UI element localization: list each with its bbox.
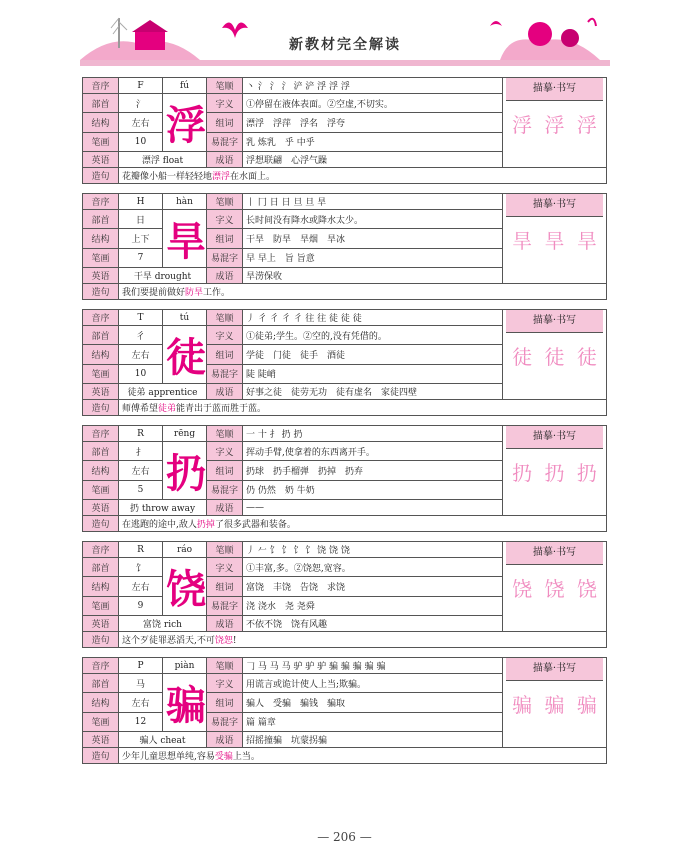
label-idiom: 成语 [207,268,243,284]
main-character: 浮 [163,94,207,152]
label-order: 音序 [83,78,119,94]
tracing-char: 浮 [576,113,597,137]
tracing-char: 旱 [576,229,597,253]
sentence-text: 了很多武器和装备。 [214,520,296,530]
english: 徒弟 apprentice [119,384,207,400]
label-sentence: 造句 [83,400,119,416]
meaning: 用谎言或诡计使人上当;欺骗。 [243,674,503,693]
sentence-text: 工作。 [203,288,231,298]
label-english: 英语 [83,616,119,632]
sentence-text: 我们要提前做好 [122,288,186,298]
practice-area [503,658,607,748]
sentence-text: ! [232,636,237,646]
practice-area [503,78,607,168]
sentence-highlight: 徒弟 [158,404,177,414]
example-sentence [119,516,607,532]
label-meaning: 字义 [207,94,243,113]
label-idiom: 成语 [207,500,243,516]
word-group: 扔球 扔手榴弹 扔掉 扔弃 [243,461,503,480]
stroke-count: 5 [119,480,163,499]
tracing-char: 饶 [576,577,597,601]
label-words: 组词 [207,461,243,480]
structure: 左右 [119,113,163,132]
tracing-char: 扔 [512,461,533,485]
label-structure: 结构 [83,577,119,596]
english: 扔 throw away [119,500,207,516]
stroke-count: 9 [119,596,163,615]
stroke-sequence: 𠃌 马 马 马 驴 驴 驴 骗 骗 骗 骗 骗 [243,658,503,674]
stroke-sequence: 丶 氵 氵 氵 浐 浐 浮 浮 浮 [243,78,503,94]
radical: 扌 [119,442,163,461]
tracing-chars [506,217,603,254]
confusable-chars: 早 早上 旨 旨意 [243,248,503,267]
tracing-char: 扔 [544,461,565,485]
label-english: 英语 [83,152,119,168]
label-meaning: 字义 [207,326,243,345]
sentence-highlight: 扔掉 [196,520,215,530]
label-sentence: 造句 [83,284,119,300]
label-strokes: 笔画 [83,364,119,383]
label-sentence: 造句 [83,632,119,648]
label-stroke_seq: 笔顺 [207,426,243,442]
label-stroke_seq: 笔顺 [207,658,243,674]
label-idiom: 成语 [207,384,243,400]
radical: 饣 [119,558,163,577]
confusable-chars: 仍 仍然 奶 牛奶 [243,480,503,499]
tracing-char: 浮 [544,113,565,137]
sentence-text: 上当。 [232,752,260,762]
idioms: 好事之徒 徒劳无功 徒有虚名 家徒四壁 [243,384,503,400]
label-radical: 部首 [83,442,119,461]
label-confusable: 易混字 [207,364,243,383]
tracing-chars [506,333,603,370]
label-stroke_seq: 笔顺 [207,78,243,94]
tracing-chars [506,449,603,486]
sentence-text: 这个歹徒罪恶滔天,不可 [122,636,215,646]
label-strokes: 笔画 [83,596,119,615]
example-sentence [119,632,607,648]
main-character: 扔 [163,442,207,500]
label-radical: 部首 [83,674,119,693]
label-structure: 结构 [83,693,119,712]
stroke-sequence: 丿 彳 彳 彳 彳 往 往 徒 徒 徒 [243,310,503,326]
radical: 彳 [119,326,163,345]
letter-order: T [119,310,163,326]
idioms: 不依不饶 饶有风趣 [243,616,503,632]
label-words: 组词 [207,345,243,364]
practice-area [503,310,607,400]
radical: 氵 [119,94,163,113]
pinyin: tú [163,310,207,326]
label-strokes: 笔画 [83,480,119,499]
structure: 左右 [119,345,163,364]
stroke-sequence: 一 十 扌 扔 扔 [243,426,503,442]
label-idiom: 成语 [207,732,243,748]
letter-order: P [119,658,163,674]
label-order: 音序 [83,658,119,674]
tracing-char: 徒 [544,345,565,369]
label-english: 英语 [83,732,119,748]
page-header [80,14,610,66]
example-sentence [119,168,607,184]
label-confusable: 易混字 [207,596,243,615]
pinyin: ráo [163,542,207,558]
label-stroke_seq: 笔顺 [207,194,243,210]
label-sentence: 造句 [83,516,119,532]
structure: 左右 [119,577,163,596]
idioms: 招摇撞骗 坑蒙拐骗 [243,732,503,748]
idioms: —— [243,500,503,516]
book-title: 新教材完全解读 [289,37,401,53]
sentence-text: 少年儿童思想单纯,容易 [122,752,215,762]
sentence-text: 能青出于蓝而胜于蓝。 [176,404,267,414]
sentence-text: 师傅希望 [122,404,159,414]
tracing-char: 徒 [576,345,597,369]
pinyin: hàn [163,194,207,210]
tracing-char: 旱 [544,229,565,253]
label-order: 音序 [83,310,119,326]
word-group: 漂浮 浮萍 浮名 浮夸 [243,113,503,132]
main-character: 旱 [163,210,207,268]
sentence-highlight: 漂浮 [212,172,231,182]
label-structure: 结构 [83,229,119,248]
sentence-highlight: 饶恕 [214,636,233,646]
english: 富饶 rich [119,616,207,632]
label-sentence: 造句 [83,168,119,184]
meaning: 挥动手臂,使拿着的东西离开手。 [243,442,503,461]
tracing-char: 扔 [576,461,597,485]
sentence-highlight: 受骗 [214,752,233,762]
practice-header: 描摹·书写 [506,426,603,449]
label-structure: 结构 [83,345,119,364]
label-confusable: 易混字 [207,248,243,267]
label-english: 英语 [83,268,119,284]
tracing-char: 浮 [512,113,533,137]
label-strokes: 笔画 [83,248,119,267]
practice-area [503,426,607,516]
tracing-char: 骗 [512,693,533,717]
practice-header: 描摹·书写 [506,310,603,333]
label-english: 英语 [83,384,119,400]
stroke-sequence: 丨 冂 日 日 旦 旦 旱 [243,194,503,210]
practice-header: 描摹·书写 [506,542,603,565]
label-stroke_seq: 笔顺 [207,542,243,558]
label-strokes: 笔画 [83,712,119,731]
meaning: ①停留在液体表面。②空虚,不切实。 [243,94,503,113]
meaning: ①丰富,多。②饶恕,宽容。 [243,558,503,577]
practice-area [503,194,607,284]
stroke-sequence: 丿 𠂉 饣 饣 饣 饣 饶 饶 饶 [243,542,503,558]
character-card [82,309,606,416]
label-words: 组词 [207,693,243,712]
sentence-text: 在水面上。 [230,172,276,182]
label-idiom: 成语 [207,616,243,632]
confusable-chars: 乳 炼乳 乎 中乎 [243,132,503,151]
stroke-count: 12 [119,712,163,731]
page-number: — 206 — [317,830,372,844]
label-structure: 结构 [83,113,119,132]
sentence-text: 花瓣像小船一样轻轻地 [122,172,213,182]
letter-order: R [119,542,163,558]
tracing-chars [506,681,603,718]
letter-order: H [119,194,163,210]
english: 漂浮 float [119,152,207,168]
word-group: 富饶 丰饶 告饶 求饶 [243,577,503,596]
idioms: 浮想联翩 心浮气躁 [243,152,503,168]
stroke-count: 10 [119,132,163,151]
english: 干旱 drought [119,268,207,284]
label-english: 英语 [83,500,119,516]
example-sentence [119,284,607,300]
header-bar [80,60,610,66]
stroke-count: 10 [119,364,163,383]
practice-header: 描摹·书写 [506,78,603,101]
label-meaning: 字义 [207,210,243,229]
word-group: 干旱 防旱 旱烟 旱冰 [243,229,503,248]
main-character: 骗 [163,674,207,732]
stroke-count: 7 [119,248,163,267]
tracing-char: 骗 [576,693,597,717]
confusable-chars: 陡 陡峭 [243,364,503,383]
label-radical: 部首 [83,326,119,345]
sentence-highlight: 防旱 [185,288,204,298]
word-group: 学徒 门徒 徒手 酒徒 [243,345,503,364]
label-sentence: 造句 [83,748,119,764]
radical: 马 [119,674,163,693]
letter-order: R [119,426,163,442]
structure: 左右 [119,693,163,712]
confusable-chars: 浇 浇水 尧 尧舜 [243,596,503,615]
label-order: 音序 [83,542,119,558]
label-confusable: 易混字 [207,712,243,731]
character-card [82,425,606,532]
meaning: 长时间没有降水或降水太少。 [243,210,503,229]
main-character: 徒 [163,326,207,384]
label-strokes: 笔画 [83,132,119,151]
sentence-text: 在逃跑的途中,敌人 [122,520,197,530]
example-sentence [119,748,607,764]
label-order: 音序 [83,194,119,210]
label-words: 组词 [207,577,243,596]
label-radical: 部首 [83,210,119,229]
tracing-char: 旱 [512,229,533,253]
word-group: 骗人 受骗 骗钱 骗取 [243,693,503,712]
tracing-char: 骗 [544,693,565,717]
label-meaning: 字义 [207,442,243,461]
tracing-chars [506,565,603,602]
label-words: 组词 [207,113,243,132]
pinyin: fú [163,78,207,94]
label-radical: 部首 [83,94,119,113]
label-confusable: 易混字 [207,132,243,151]
practice-header: 描摹·书写 [506,194,603,217]
label-meaning: 字义 [207,674,243,693]
english: 骗人 cheat [119,732,207,748]
confusable-chars: 篇 篇章 [243,712,503,731]
character-card [82,77,606,184]
label-order: 音序 [83,426,119,442]
practice-area [503,542,607,632]
letter-order: F [119,78,163,94]
tracing-char: 徒 [512,345,533,369]
pinyin: piàn [163,658,207,674]
example-sentence [119,400,607,416]
structure: 上下 [119,229,163,248]
pinyin: rēng [163,426,207,442]
radical: 日 [119,210,163,229]
character-card [82,541,606,648]
label-idiom: 成语 [207,152,243,168]
label-confusable: 易混字 [207,480,243,499]
label-structure: 结构 [83,461,119,480]
label-radical: 部首 [83,558,119,577]
label-words: 组词 [207,229,243,248]
label-meaning: 字义 [207,558,243,577]
main-character: 饶 [163,558,207,616]
structure: 左右 [119,461,163,480]
practice-header: 描摹·书写 [506,658,603,681]
idioms: 旱涝保收 [243,268,503,284]
tracing-char: 饶 [512,577,533,601]
character-card [82,657,606,764]
tracing-chars [506,101,603,138]
tracing-char: 饶 [544,577,565,601]
label-stroke_seq: 笔顺 [207,310,243,326]
character-card [82,193,606,300]
meaning: ①徒弟;学生。②空的,没有凭借的。 [243,326,503,345]
